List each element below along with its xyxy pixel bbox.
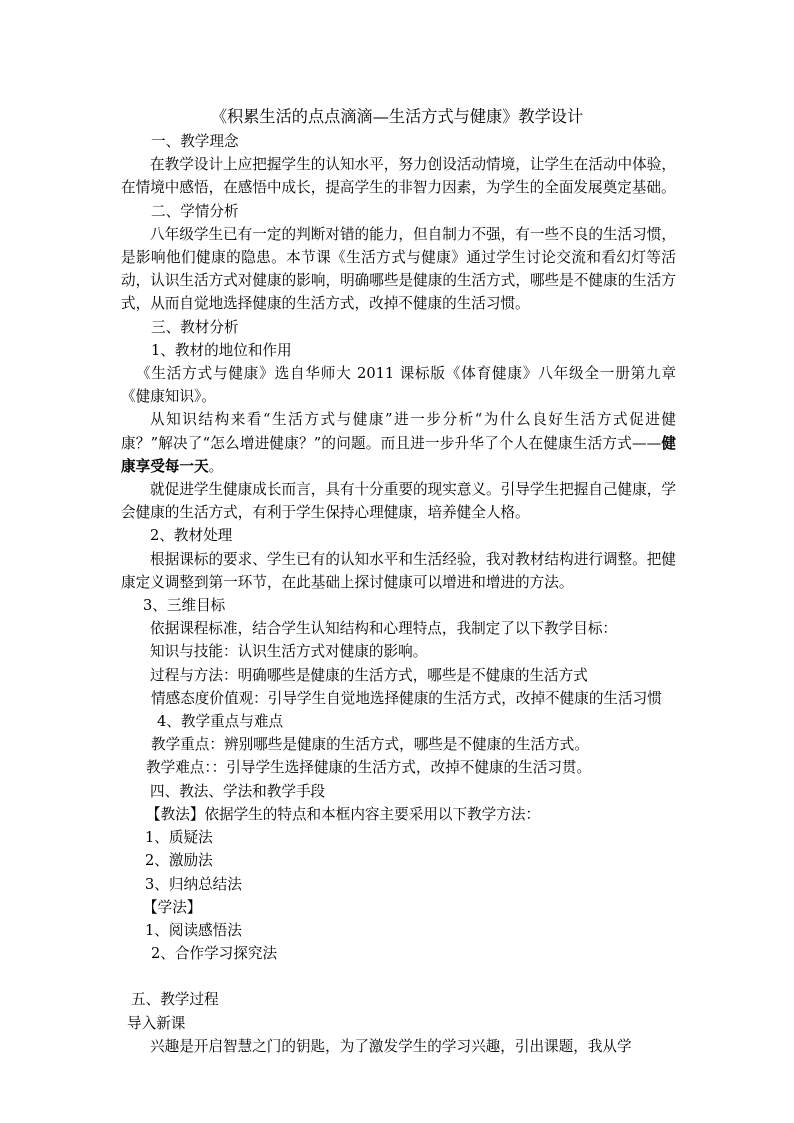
paragraph-textbook-handling: 根据课标的要求、学生已有的认知水平和生活经验，我对教材结构进行调整。把健康定义调整到第一环节，在此基础上探讨健康可以增进和增进的方法。 — [121, 550, 676, 591]
bold-phrase: 健康享受每一天 — [121, 434, 676, 475]
section-heading-2: 二、学情分析 — [151, 202, 239, 220]
difficult-point: 教学难点：：引导学生选择健康的生活方式，改掉不健康的生活习贯。 — [146, 759, 592, 777]
blank-line — [121, 965, 676, 988]
list-item: 1、质疑法 — [145, 829, 213, 847]
teaching-methods-intro: 【教法】依据学生的特点和本框内容主要采用以下教学方法： — [146, 805, 541, 823]
goal-process: 过程与方法：明确哪些是健康的生活方式，哪些是不健康的生活方式 — [150, 666, 588, 684]
paragraph-teaching-concept: 在教学设计上应把握学生的认知水平，努力创设活动情境，让学生在活动中体验，在情境中感悟，在感悟中成长，提高学生的非智力因素，为学生的全面发展奠定基础。 — [121, 156, 676, 197]
document-body — [121, 130, 676, 1058]
subsection-heading-4: 4、教学重点与难点 — [157, 713, 284, 731]
goal-knowledge: 知识与技能：认识生活方式对健康的影响。 — [150, 643, 428, 661]
paragraph-significance: 就促进学生健康成长而言，具有十分重要的现实意义。引导学生把握自己健康，学会健康的生活方式，有利于学生保持心理健康，培养健全人格。 — [121, 481, 676, 522]
goal-emotion: 情感态度价值观：引导学生自觉地选择健康的生活方式，改掉不健康的生活习惯 — [151, 689, 662, 707]
paragraph-student-analysis: 八年级学生已有一定的判断对错的能力，但自制力不强，有一些不良的生活习惯，是影响他们健康的隐患。本节课《生活方式与健康》通过学生讨论交流和看幻灯等活动，认识生活方式对健康的影响，明确哪些是健康的生活方式，哪些是不健康的生活方式，从而自觉地选择健康的生活方式，改掉不健康的生活习惯。 — [121, 225, 676, 313]
list-item: 2、激励法 — [145, 852, 213, 870]
paragraph-text: 从知识结构来看“生活方式与健康”进一步分析“为什么良好生活方式促进健康？”解决了“怎么增进健康？”的问题。而且进一步升华了个人在健康生活方式—— — [121, 411, 676, 452]
subsection-heading-2: 2、教材处理 — [150, 527, 233, 545]
paragraph-text: 。 — [208, 457, 224, 475]
subsection-heading-1: 1、教材的地位和作用 — [151, 341, 292, 359]
key-point: 教学重点：辨别哪些是健康的生活方式，哪些是不健康的生活方式。 — [151, 736, 589, 754]
subsection-heading-3: 3、三维目标 — [143, 597, 226, 615]
paragraph-knowledge-structure — [121, 408, 676, 478]
paragraph-goals-intro: 依据课程标准，结合学生认知结构和心理特点，我制定了以下教学目标： — [150, 620, 618, 638]
subsection-heading-intro: 导入新课 — [127, 1014, 186, 1032]
section-heading-5: 五、教学过程 — [131, 991, 219, 1009]
list-item: 1、阅读感悟法 — [145, 921, 242, 939]
paragraph-intro: 兴趣是开启智慧之门的钥匙，为了激发学生的学习兴趣，引出课题，我从学 — [150, 1037, 632, 1055]
list-item: 3、归纳总结法 — [145, 875, 242, 893]
section-heading-1: 一、教学理念 — [151, 133, 239, 150]
section-heading-4: 四、教法、学法和教学手段 — [150, 782, 326, 800]
document-title: 《积累生活的点点滴滴—生活方式与健康》教学设计 — [210, 107, 584, 126]
paragraph-textbook-position: 《生活方式与健康》选自华师大 2011 课标版《体育健康》八年级全一册第九章《健康知识》。 — [121, 365, 676, 406]
learning-methods-heading: 【学法】 — [143, 898, 202, 916]
list-item: 2、合作学习探究法 — [151, 945, 278, 963]
section-heading-3: 三、教材分析 — [151, 318, 239, 336]
